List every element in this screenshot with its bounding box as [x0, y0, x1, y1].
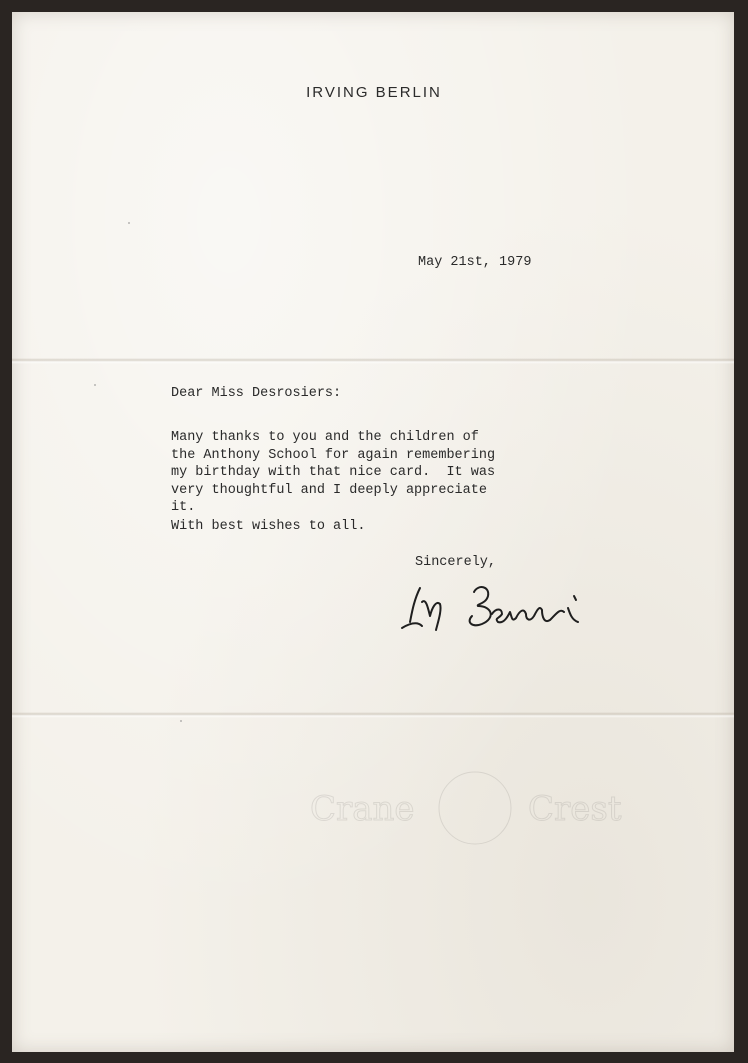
sign-off: Sincerely, — [415, 555, 497, 570]
svg-text:Crane: Crane — [310, 789, 415, 829]
paper-speck — [180, 720, 182, 722]
paper-speck — [94, 384, 96, 386]
body-line: very thoughtful and I deeply appreciate — [171, 482, 487, 498]
svg-text:Crest: Crest — [528, 789, 622, 829]
letterhead: IRVING BERLIN — [306, 84, 442, 101]
closing-wish: With best wishes to all. — [171, 519, 366, 534]
fold-crease-upper — [12, 358, 734, 364]
letter-paper — [12, 12, 734, 1052]
body-line: the Anthony School for again remembering — [171, 447, 496, 463]
body-line: it. — [171, 500, 196, 515]
crane-crest-watermark — [300, 764, 630, 854]
body-line: my birthday with that nice card. It was — [171, 465, 496, 480]
paper-speck — [128, 222, 130, 224]
salutation: Dear Miss Desrosiers: — [171, 386, 342, 401]
letter-date: May 21st, 1979 — [418, 255, 532, 270]
handwritten-signature — [392, 578, 592, 634]
body-line: Many thanks to you and the children of — [171, 430, 479, 445]
fold-crease-lower — [12, 712, 734, 718]
